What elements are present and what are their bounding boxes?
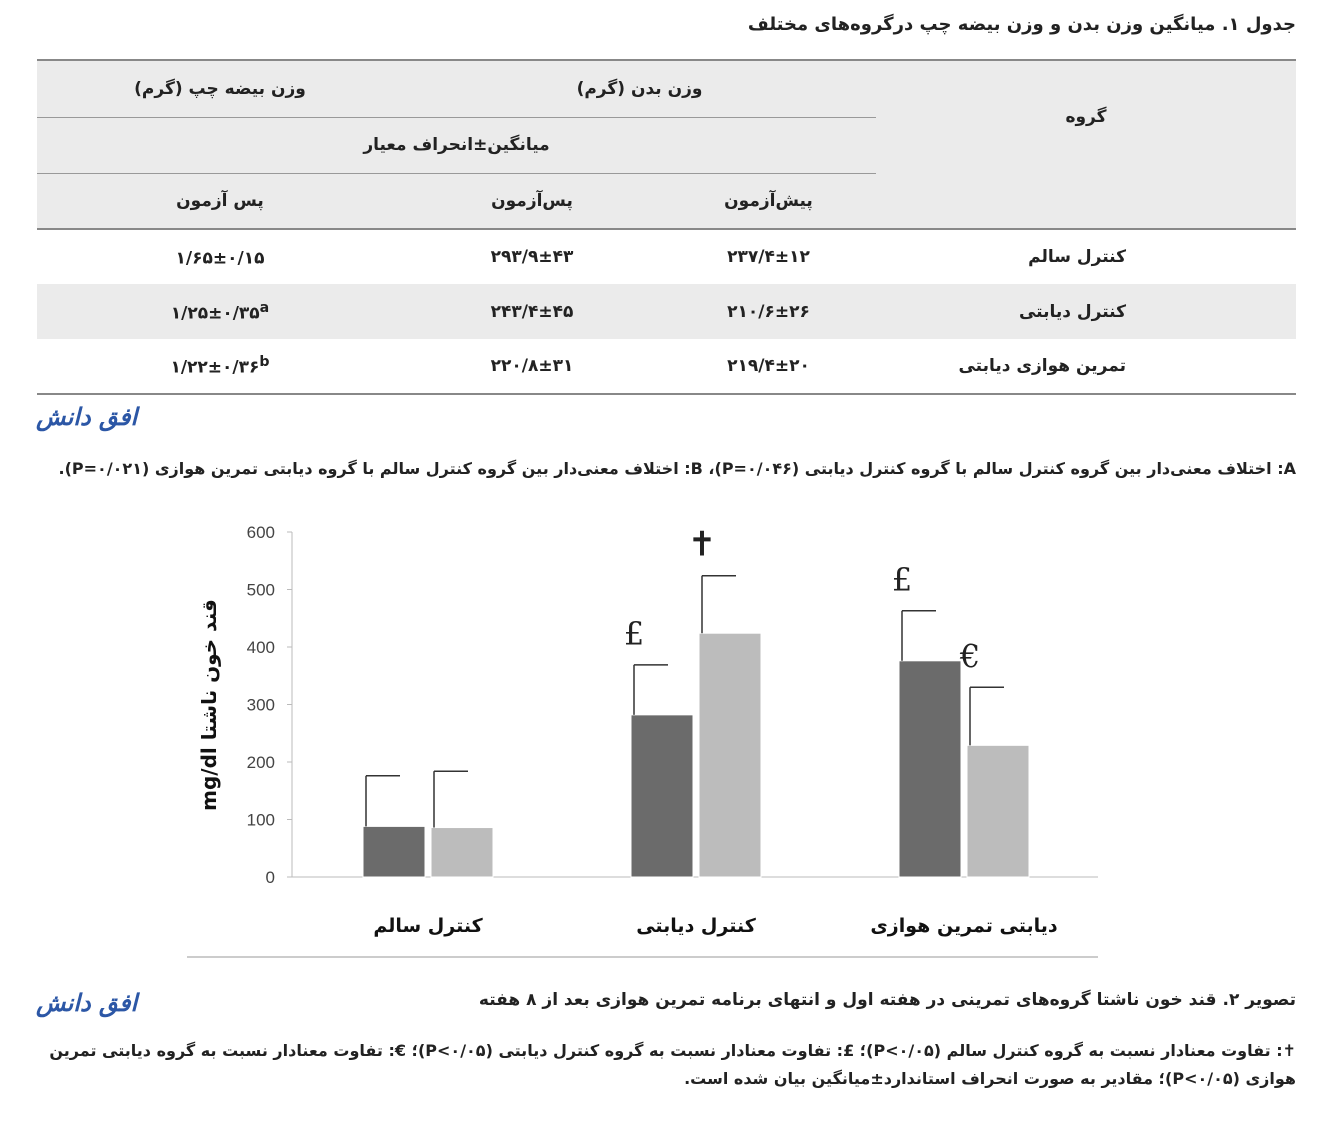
- pretest-cell: ۲۱۹/۴±۲۰: [727, 356, 810, 376]
- posttest-testis-header: پس آزمون: [176, 190, 264, 211]
- testis-value: ۱/۲۲±۰/۳۶: [170, 357, 260, 378]
- significance-marker: £: [891, 560, 913, 599]
- y-tick-label: 200: [246, 753, 275, 772]
- bar: [899, 661, 961, 877]
- pretest-cell: ۲۱۰/۶±۲۶: [727, 301, 810, 322]
- pretest-cell: ۲۳۷/۴±۱۲: [727, 247, 810, 267]
- y-tick-label: 100: [246, 810, 275, 830]
- y-tick-label: 500: [246, 580, 275, 600]
- x-tick-label: کنترل دیابتی: [636, 915, 756, 937]
- significance-marker: £: [623, 614, 645, 653]
- testis-value: ۱/۶۵±۰/۱۵: [175, 248, 265, 269]
- figure-footnote: ✝: تفاوت معنادار نسبت به گروه کنترل سالم (P<۰/۰۵)؛ £: تفاوت معنادار نسبت به گروه کنترل دیابتی (P<۰/۰۵)؛ €: تفاوت معنادار نسبت به گروه دیابتی تمرین هوازی (P<۰/۰۵)؛ مقادیر به صورت انحراف استاندارد±میانگین بیان شده است.: [49, 1041, 1296, 1088]
- y-tick-label: 300: [246, 695, 275, 715]
- pretest-header: پیش‌آزمون: [724, 190, 813, 211]
- body-weight-header: وزن بدن (گرم): [403, 60, 876, 117]
- significance-marker: ✝: [687, 524, 717, 565]
- bar: [363, 826, 425, 877]
- group-cell: کنترل دیابتی: [1018, 301, 1126, 322]
- figure-caption: تصویر ۲. قند خون ناشتا گروه‌های تمرینی در هفته اول و انتهای برنامه تمرین هوازی بعد از ۸ هفته: [478, 990, 1296, 1010]
- y-tick-label: 0: [265, 868, 275, 887]
- group-cell: تمرین هوازی دیابتی: [958, 356, 1126, 376]
- y-tick-label: 400: [246, 638, 275, 657]
- x-tick-label: کنترل سالم: [373, 915, 483, 937]
- posttest-body-header: پس‌آزمون: [491, 190, 573, 211]
- x-tick-label: دیابتی تمرین هوازی: [870, 915, 1058, 937]
- brand-logo-top: افق دانش: [36, 402, 138, 431]
- bar: [967, 745, 1029, 877]
- posttest-cell: ۲۲۰/۸±۳۱: [490, 356, 574, 376]
- table-title: جدول ۱. میانگین وزن بدن و وزن بیضه چپ درگروه‌های مختلف: [747, 14, 1296, 35]
- significance-marker: €: [959, 637, 981, 676]
- bar: [699, 633, 761, 877]
- group-cell: کنترل سالم: [1028, 247, 1126, 267]
- group-header: گروه: [1065, 107, 1107, 127]
- y-tick-label: 600: [246, 523, 275, 542]
- testis-sup: b: [259, 354, 270, 371]
- mean-sd-header: میانگین±انحراف معیار: [37, 117, 876, 173]
- posttest-cell: ۲۹۳/۹±۴۳: [490, 247, 574, 267]
- chart-root: [187, 523, 1098, 957]
- testis-weight-header: وزن بیضه چپ (گرم): [37, 60, 403, 117]
- testis-value: ۱/۲۵±۰/۳۵: [170, 303, 260, 324]
- posttest-cell: ۲۴۳/۴±۴۵: [490, 301, 574, 322]
- testis-sup: a: [259, 299, 270, 316]
- bar: [431, 828, 493, 877]
- brand-logo-bottom: افق دانش: [36, 988, 138, 1017]
- bar: [631, 715, 693, 877]
- table-footnote: A: اختلاف معنی‌دار بین گروه کنترل سالم با گروه کنترل دیابتی (P=۰/۰۴۶)، B: اختلاف معنی‌دار بین گروه کنترل سالم با گروه دیابتی تمرین هوازی (P=۰/۰۲۱).: [58, 459, 1296, 478]
- y-axis-label: قند خون ناشتا mg/dl: [197, 599, 221, 811]
